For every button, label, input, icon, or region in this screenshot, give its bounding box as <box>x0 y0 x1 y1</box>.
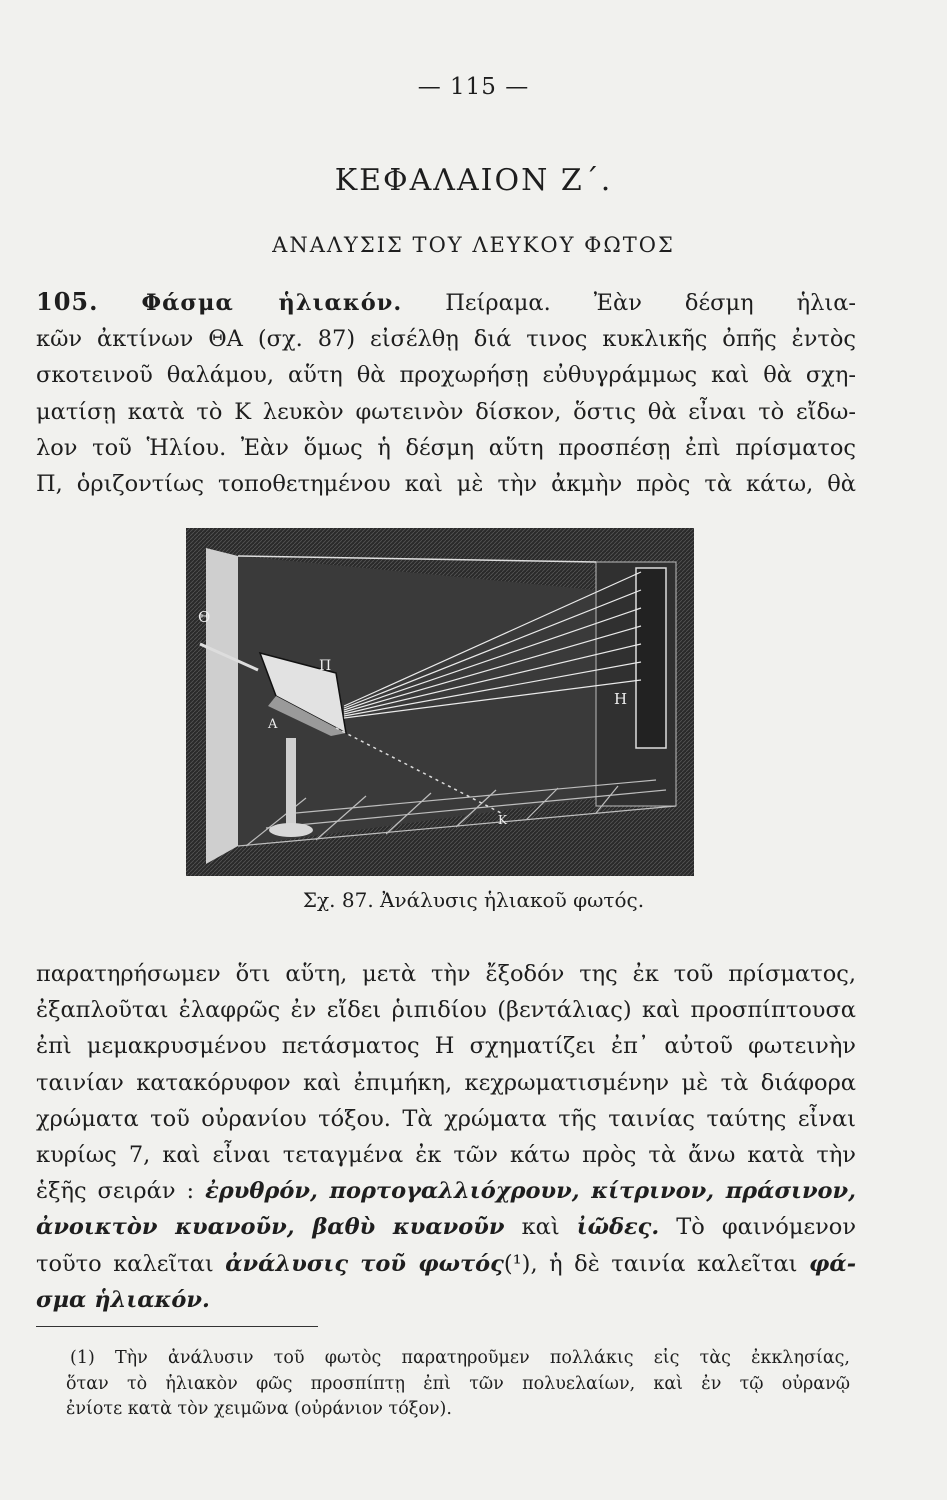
footnote-ref: (¹) <box>503 1250 531 1277</box>
label-pi: Π <box>319 658 332 674</box>
color-list: ἐρυθρόν, πορτογαλλιόχρουν, κίτρινον, πράσινον, <box>205 1178 857 1205</box>
text-line: ματίσῃ κατὰ τὸ Κ λευκὸν φωτεινὸν δίσκον, ὅστις θὰ εἶναι τὸ εἴδω- <box>36 398 856 425</box>
text-fragment: Τὸ φαινόμενον <box>676 1214 857 1241</box>
color-list: ἀνοικτὸν κυανοῦν, βαθὺ κυανοῦν <box>36 1214 505 1241</box>
text-fragment: Πείραμα. Ἐὰν δέσμη ἡλια- <box>445 290 857 316</box>
term-spectrum-end: σμα ἡλιακόν. <box>36 1286 210 1313</box>
prism-stand <box>286 738 296 828</box>
label-eta: Η <box>614 690 628 708</box>
text-line: ἐξαπλοῦται ἐλαφρῶς ἐν εἴδει ῥιπιδίου (βεντάλιας) καὶ προσπίπτουσα <box>36 997 856 1024</box>
text-line <box>36 1282 856 1318</box>
paragraph-intro <box>36 284 856 502</box>
footnote-divider <box>36 1326 318 1327</box>
text-line: ταινίαν κατακόρυφον καὶ ἐπιμήκη, κεχρωματισμένην μὲ τὰ διάφορα <box>36 1069 856 1096</box>
footnote-line: (1) Τὴν ἀνάλυσιν τοῦ φωτὸς παρατηροῦμεν πολλάκις εἰς τὰς ἐκκλησίας, <box>70 1348 850 1368</box>
text-fragment: τοῦτο καλεῖται <box>36 1250 214 1277</box>
paragraph-analysis <box>36 956 856 1318</box>
term-spectrum-start: φά- <box>809 1250 857 1277</box>
text-fragment: ἑξῆς σειράν : <box>36 1178 195 1205</box>
text-line: χρώματα τοῦ οὐρανίου τόξου. Τὰ χρώματα τῆς ταινίας ταύτης εἶναι <box>36 1105 856 1132</box>
label-alpha: Α <box>268 717 278 732</box>
section-heading: Φάσμα ἡλιακόν. <box>141 290 403 316</box>
left-wall <box>206 548 238 864</box>
text-line <box>36 1209 856 1245</box>
page-number: — 115 — <box>417 74 530 100</box>
text-line: ἐπὶ μεμακρυσμένου πετάσματος Η σχηματίζει ἐπ᾿ αὐτοῦ φωτεινὴν <box>36 1033 856 1060</box>
chapter-title: ΚΕΦΑΛΑΙΟΝ Ζ΄. <box>334 163 613 198</box>
prism-dispersion-figure <box>186 528 694 876</box>
text-line <box>36 1173 856 1209</box>
screen-h <box>636 568 666 748</box>
stand-base <box>269 823 313 837</box>
text-fragment: , ἡ δὲ ταινία καλεῖται <box>530 1250 798 1277</box>
footnote <box>66 1346 850 1423</box>
section-number: 105. <box>36 287 99 316</box>
text-line <box>36 1246 856 1282</box>
color-violet: ἰῶδες. <box>576 1214 660 1241</box>
text-line: λον τοῦ Ἡλίου. Ἐὰν ὅμως ἡ δέσμη αὕτη προσπέσῃ ἐπὶ πρίσματος <box>36 434 856 461</box>
section-title: ΑΝΑΛΥΣΙΣ ΤΟΥ ΛΕΥΚΟΥ ΦΩΤΟΣ <box>272 233 675 257</box>
text-line: σκοτεινοῦ θαλάμου, αὕτη θὰ προχωρήσῃ εὐθυγράμμως καὶ θὰ σχη- <box>36 362 856 389</box>
footnote-line: ἐνίοτε κατὰ τὸν χειμῶνα (οὐράνιον τόξον). <box>66 1399 452 1419</box>
footnote-line: ὅταν τὸ ἡλιακὸν φῶς προσπίπτῃ ἐπὶ τῶν πολυελαίων, καὶ ἐν τῷ οὐρανῷ <box>66 1373 850 1394</box>
text-line: Π, ὁριζοντίως τοποθετημένου καὶ μὲ τὴν ἀκμὴν πρὸς τὰ κάτω, θὰ <box>36 471 856 498</box>
text-line: κῶν ἀκτίνων ΘΑ (σχ. 87) εἰσέλθῃ διά τινος κυκλικῆς ὀπῆς ἐντὸς <box>36 326 856 353</box>
text-line: κυρίως 7, καὶ εἶναι τεταγμένα ἐκ τῶν κάτω πρὸς τὰ ἄνω κατὰ τὴν <box>36 1142 856 1169</box>
text-fragment: καὶ <box>521 1214 560 1241</box>
figure-caption: Σχ. 87. Ἀνάλυσις ἡλιακοῦ φωτός. <box>302 888 645 912</box>
label-kappa: Κ <box>498 813 507 827</box>
term-analysis: ἀνάλυσις τοῦ φωτός <box>225 1250 504 1277</box>
label-theta: Θ <box>198 608 211 626</box>
text-line: παρατηρήσωμεν ὅτι αὕτη, μετὰ τὴν ἔξοδόν της ἐκ τοῦ πρίσματος, <box>36 961 856 987</box>
text-line <box>36 284 856 321</box>
